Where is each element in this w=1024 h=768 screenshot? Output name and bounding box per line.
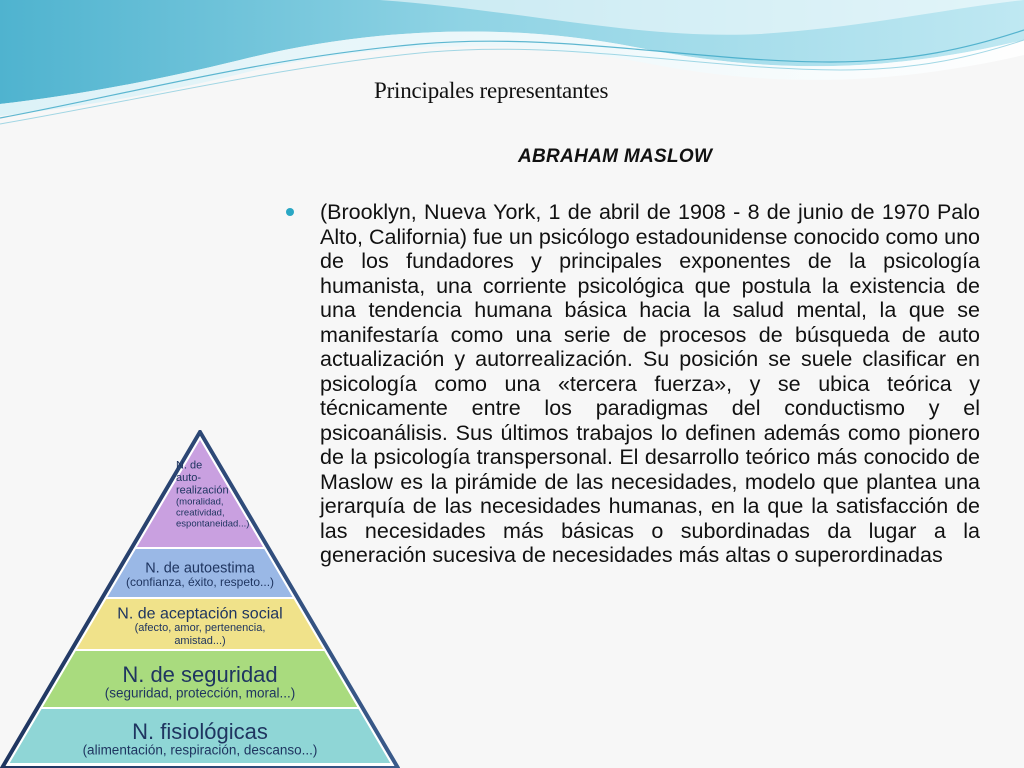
bio-paragraph: (Brooklyn, Nueva York, 1 de abril de 1908 - 8 de junio de 1970 Palo Alto, California) fue un psicólogo estadounidense conocido como uno de los fundadores y principales exponentes de la psicología humanista, una corriente psicológica que postula la existencia de una tendencia humana básica hacia la salud mental, la que se manifestaría como una serie de procesos de búsqueda de auto actualización y autorrealización. Su posición se suele clasificar en psicología como una «tercera fuerza», y se ubica teórica y técnicamente entre los paradigmas del conductismo y el psicoanálisis. Sus últimos trabajos lo definen además como pionero de la psicología transpersonal. El desarrollo teórico más conocido de Maslow es la pirámide de las necesidades, modelo que plantea una jerarquía de las necesidades humanas, en la que la satisfacción de las necesidades más básicas o subordinadas da lugar a la generación sucesiva de necesidades más altas o superordinadas — [320, 200, 980, 567]
pyramid-level-3-detail: amistad...) — [174, 634, 226, 647]
author-name: ABRAHAM MASLOW — [518, 146, 713, 167]
pyramid-level-2-detail: (confianza, éxito, respeto...) — [125, 575, 275, 590]
header-wave-decoration — [0, 0, 1024, 130]
slide-title: Principales representantes — [374, 78, 609, 103]
pyramid-level-4-title: N. de seguridad — [122, 661, 278, 687]
pyramid-bands — [8, 438, 392, 764]
pyramid-level-4-detail: (seguridad, protección, moral...) — [104, 685, 296, 701]
pyramid-level-5-title: N. fisiológicas — [132, 718, 268, 744]
pyramid-level-2-title: N. de autoestima — [145, 560, 255, 577]
pyramid-level-3-detail: (afecto, amor, pertenencia, — [134, 622, 266, 635]
pyramid-level-1-title: N. de — [176, 459, 203, 472]
maslow-pyramid — [0, 430, 400, 768]
pyramid-level-3-title: N. de aceptación social — [117, 605, 283, 623]
pyramid-level-1-detail: (moralidad, — [176, 496, 224, 508]
pyramid-level-1-detail: espontaneidad...) — [176, 518, 250, 530]
pyramid-level-1-detail: creatividad, — [176, 507, 225, 519]
pyramid-level-1-title: auto- — [176, 471, 202, 484]
pyramid-level-5-detail: (alimentación, respiración, descanso...) — [82, 742, 318, 758]
pyramid-level-1-title: realización — [176, 484, 229, 497]
bullet-dot-icon — [286, 208, 294, 216]
